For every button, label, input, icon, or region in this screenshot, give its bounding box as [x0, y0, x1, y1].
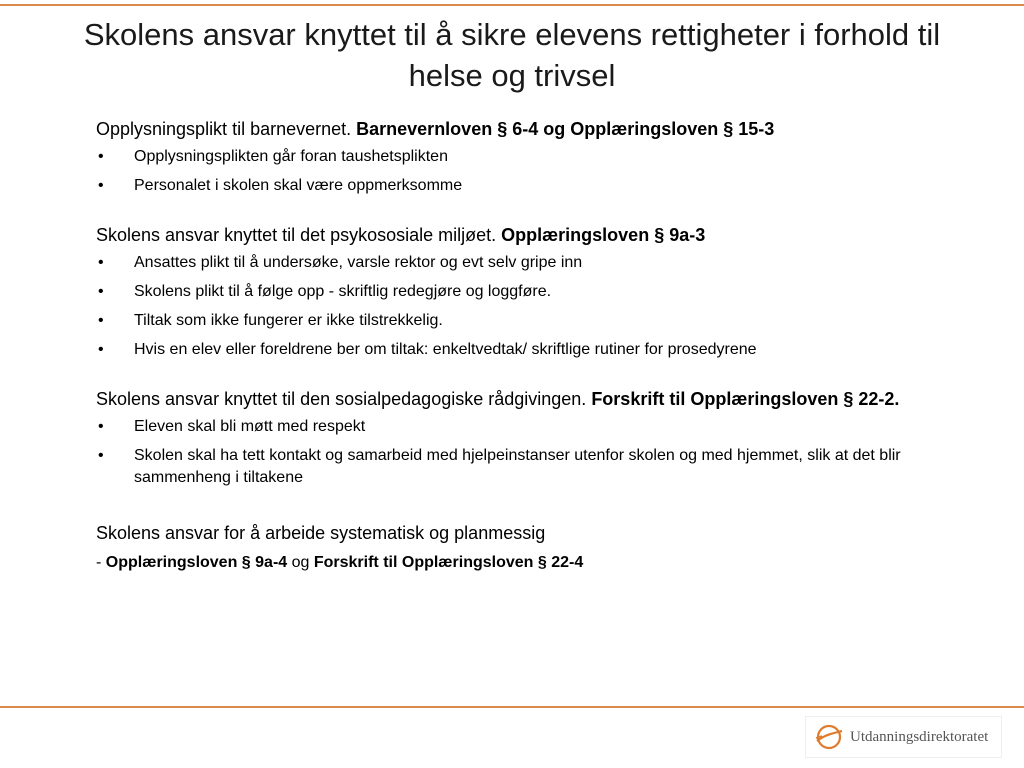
- list-item: • Opplysningsplikten går foran taushetsplikten: [96, 146, 976, 168]
- bullet-icon: •: [98, 341, 104, 358]
- bullet-icon: •: [98, 254, 104, 271]
- list-item: • Skolen skal ha tett kontakt og samarbeid med hjelpeinstanser utenfor skolen og med hjemmet, slik at det blir sammenheng i tiltakene: [98, 447, 901, 486]
- section-lead: Skolens ansvar knyttet til den sosialpedagogiske rådgivingen.: [96, 389, 592, 409]
- bullet-icon: •: [98, 177, 104, 194]
- section-heading-sosialpedagogisk-radgiving: [96, 386, 976, 413]
- bullet-icon: •: [98, 418, 104, 435]
- section-law-reference: Opplæringsloven § 9a-3: [501, 225, 706, 245]
- list-item: • Skolens plikt til å følge opp - skriftlig redegjøre og loggføre.: [96, 281, 976, 303]
- connector-text: og: [287, 554, 314, 571]
- bullet-list: [96, 252, 976, 361]
- section-law-reference: Forskrift til Opplæringsloven § 22-4: [313, 554, 584, 571]
- bullet-icon: •: [98, 283, 104, 300]
- bottom-divider: [0, 706, 1024, 708]
- slide-title: Skolens ansvar knyttet til å sikre elevens rettigheter i forhold til helse og trivsel: [83, 17, 941, 93]
- bullet-icon: •: [98, 312, 104, 329]
- section-heading-opplysningsplikt: [96, 116, 976, 143]
- list-item: • Personalet i skolen skal være oppmerksomme: [96, 175, 976, 197]
- section-lead: Skolens ansvar knyttet til det psykososiale miljøet.: [96, 225, 502, 245]
- section-law-reference: Barnevernloven § 6-4 og Opplæringsloven § 15-3: [356, 119, 775, 139]
- section-law-reference: Opplæringsloven § 9a-4: [105, 554, 288, 571]
- top-divider: [0, 4, 1024, 6]
- section-law-reference: Forskrift til Opplæringsloven § 22-2.: [591, 389, 900, 409]
- slide-body: [96, 116, 976, 574]
- logo-text: Utdanningsdirektoratet: [850, 728, 989, 745]
- bullet-icon: •: [98, 447, 104, 464]
- section-heading-psykososialt-miljo: [96, 222, 976, 249]
- section-lead: Opplysningsplikt til barnevernet.: [96, 119, 357, 139]
- list-item: • Tiltak som ikke fungerer er ikke tilstrekkelig.: [96, 310, 976, 332]
- bullet-list: [96, 146, 976, 197]
- list-item: • Eleven skal bli møtt med respekt: [96, 416, 976, 438]
- law-reference-line: [96, 552, 976, 574]
- bullet-list: [96, 416, 976, 489]
- list-item: • Ansattes plikt til å undersøke, varsle rektor og evt selv gripe inn: [96, 252, 976, 274]
- utdanningsdirektoratet-logo-icon: [814, 722, 844, 752]
- list-item: • Hvis en elev eller foreldrene ber om tiltak: enkeltvedtak/ skriftlige rutiner for prosedyrene: [96, 339, 976, 361]
- section-heading-systematisk-arbeid: [96, 520, 976, 547]
- section-lead: Skolens ansvar for å arbeide systematisk og planmessig: [96, 523, 546, 543]
- organization-logo: [805, 716, 1002, 758]
- bullet-icon: •: [98, 148, 104, 165]
- dash-prefix: -: [96, 554, 106, 571]
